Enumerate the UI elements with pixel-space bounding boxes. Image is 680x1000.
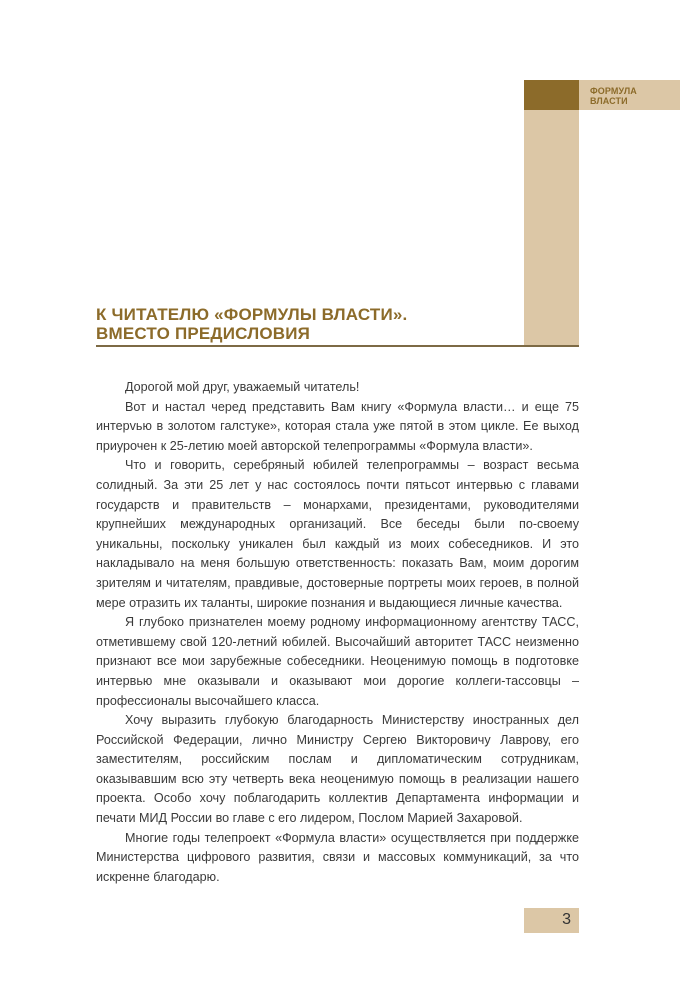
body-text — [96, 378, 579, 887]
chapter-title-line: К ЧИТАТЕЛЮ «ФОРМУЛЫ ВЛАСТИ». — [96, 305, 408, 324]
running-header-line: ВЛАСТИ — [590, 96, 628, 106]
title-underline — [96, 345, 579, 347]
page-number: 3 — [562, 911, 571, 928]
paragraph: Хочу выразить глубокую благодарность Министерству иностранных дел Российской Федерации, лично Министру Сергею Викторовичу Лаврову, его заместителям, российским послам и дипломатическим сотрудникам, оказывавшим всю эту четверть века неоценимую помощь в реализации нашего проекта. Особо хочу поблагодарить коллектив Департамента информации и печати МИД России во главе с его лидером, Послом Марией Захаровой. — [96, 713, 579, 826]
page-number-box — [524, 908, 579, 933]
paragraph: Многие годы телепроект «Формула власти» осуществляется при поддержке Министерства цифрового развития, связи и массовых коммуникаций, за что искренне благодарю. — [96, 830, 579, 884]
paragraph: Дорогой мой друг, уважаемый читатель! — [125, 380, 360, 394]
paragraph: Я глубоко признателен моему родному информационному агентству ТАСС, отметившему свой 120-летний юбилей. Высочайший авторитет ТАСС неизменно признают все мои зарубежные собеседники. Неоценимую помощь в подготовке интервью мне оказывали и оказывают мои дорогие коллеги-тассовцы – профессионалы высочайшего класса. — [96, 615, 579, 708]
running-header-line: ФОРМУЛА — [590, 86, 637, 96]
paragraph: Что и говорить, серебряный юбилей телепрограммы – возраст весьма солидный. За эти 25 лет у нас состоялось почти пятьсот интервью с главами государств и правительств – монархами, президентами, руководителями крупнейших международных организаций. Все беседы были по-своему уникальны, поскольку уникален был каждый из моих собеседников. И это накладывало на меня большую ответственность: показать Вам, моим дорогим зрителям и читателям, правдивые, достоверные портреты моих героев, в полной мере отразить их таланты, широкие познания и выдающиеся личные качества. — [96, 458, 579, 610]
chapter-title — [96, 305, 516, 343]
sidebar-column — [524, 110, 579, 346]
paragraph: Вот и настал черед представить Вам книгу «Формула власти… и еще 75 интерvью в золотом галстуке», которая стала уже пятой в этом цикле. Ее выход приурочен к 25-летию моей авторской телепрограммы «Формула власти». — [96, 399, 579, 453]
header-accent-block — [524, 80, 579, 110]
chapter-title-line: ВМЕСТО ПРЕДИСЛОВИЯ — [96, 324, 311, 343]
running-header — [590, 86, 637, 106]
